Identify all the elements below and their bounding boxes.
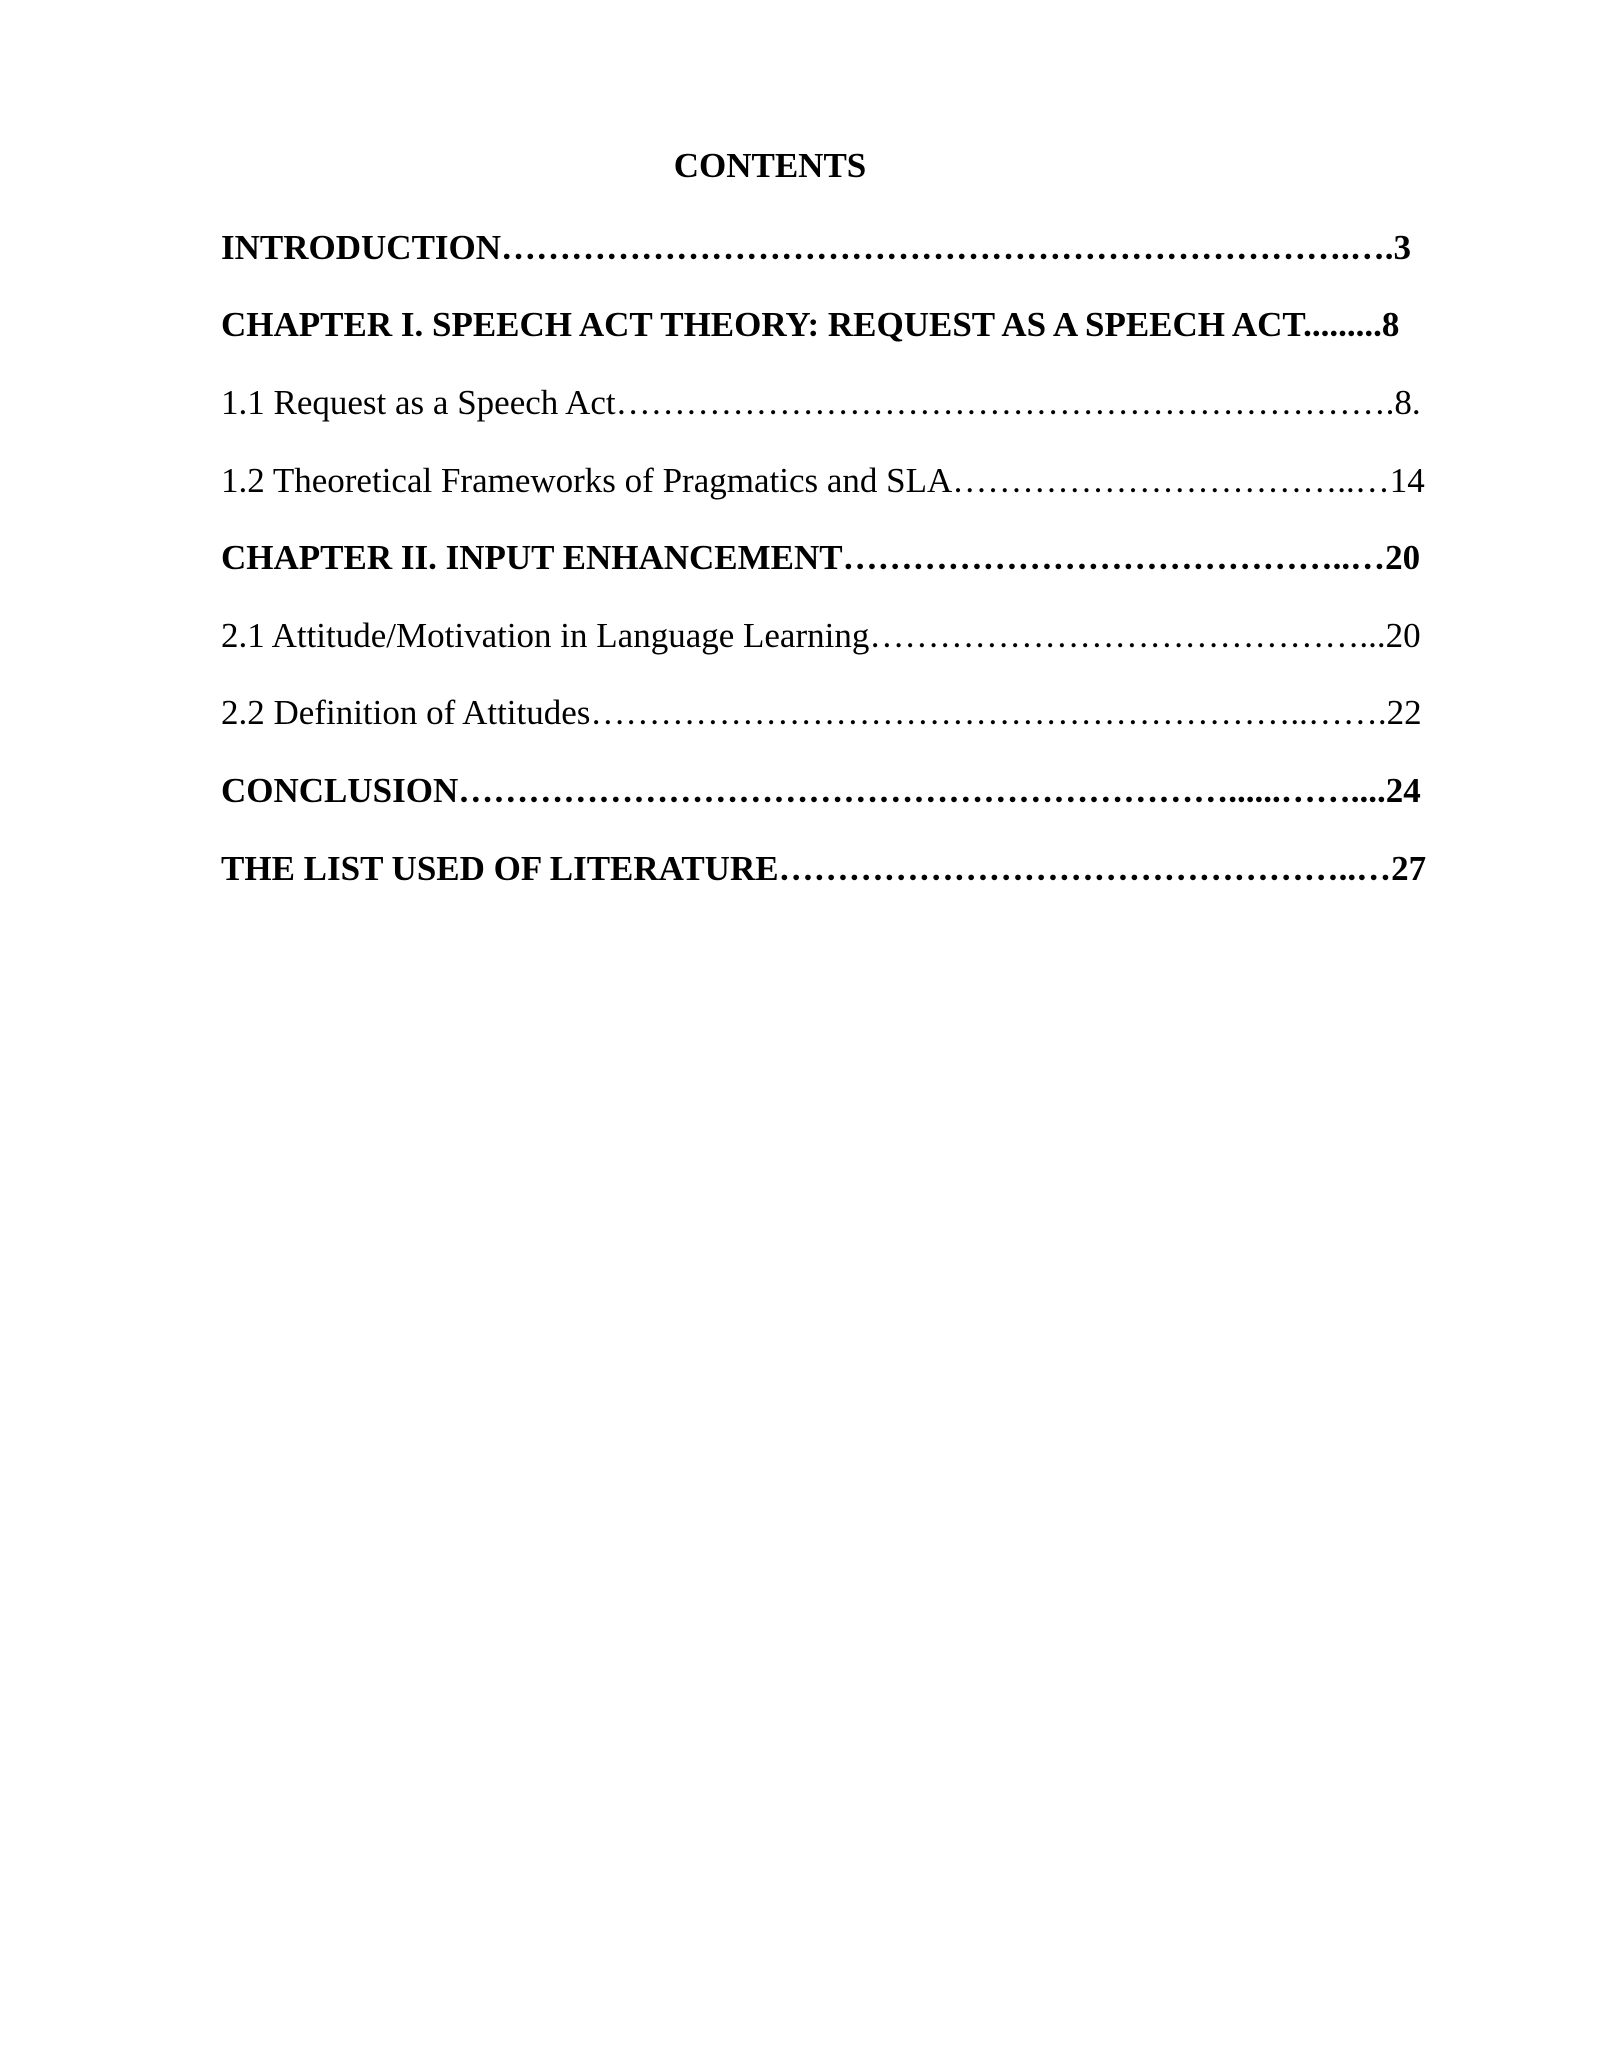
toc-entry-section-2-1: 2.1 Attitude/Motivation in Language Learning……………………………………...20 (221, 616, 1421, 655)
toc-entry-chapter-1: CHAPTER I. SPEECH ACT THEORY: REQUEST AS A SPEECH ACT.........8 (221, 305, 1400, 344)
toc-entry-section-1-2: 1.2 Theoretical Frameworks of Pragmatics and SLA……………………………..…14 (221, 461, 1425, 500)
toc-entry-section-1-1: 1.1 Request as a Speech Act………………………………………………………….8. (221, 383, 1421, 422)
toc-entry-chapter-2: CHAPTER II. INPUT ENHANCEMENT……………………………………..…20 (221, 538, 1421, 577)
toc-entry-conclusion: CONCLUSION…………………………………………………………......……....24 (221, 771, 1421, 810)
toc-entry-literature: THE LIST USED OF LITERATURE…………………………………………..…27 (221, 849, 1427, 888)
toc-entry-section-2-2: 2.2 Definition of Attitudes……………………………………………………..…….22 (221, 693, 1422, 732)
page-title: CONTENTS (673, 146, 867, 185)
toc-entry-introduction: INTRODUCTION……………………………………………………………….….3 (221, 228, 1412, 267)
